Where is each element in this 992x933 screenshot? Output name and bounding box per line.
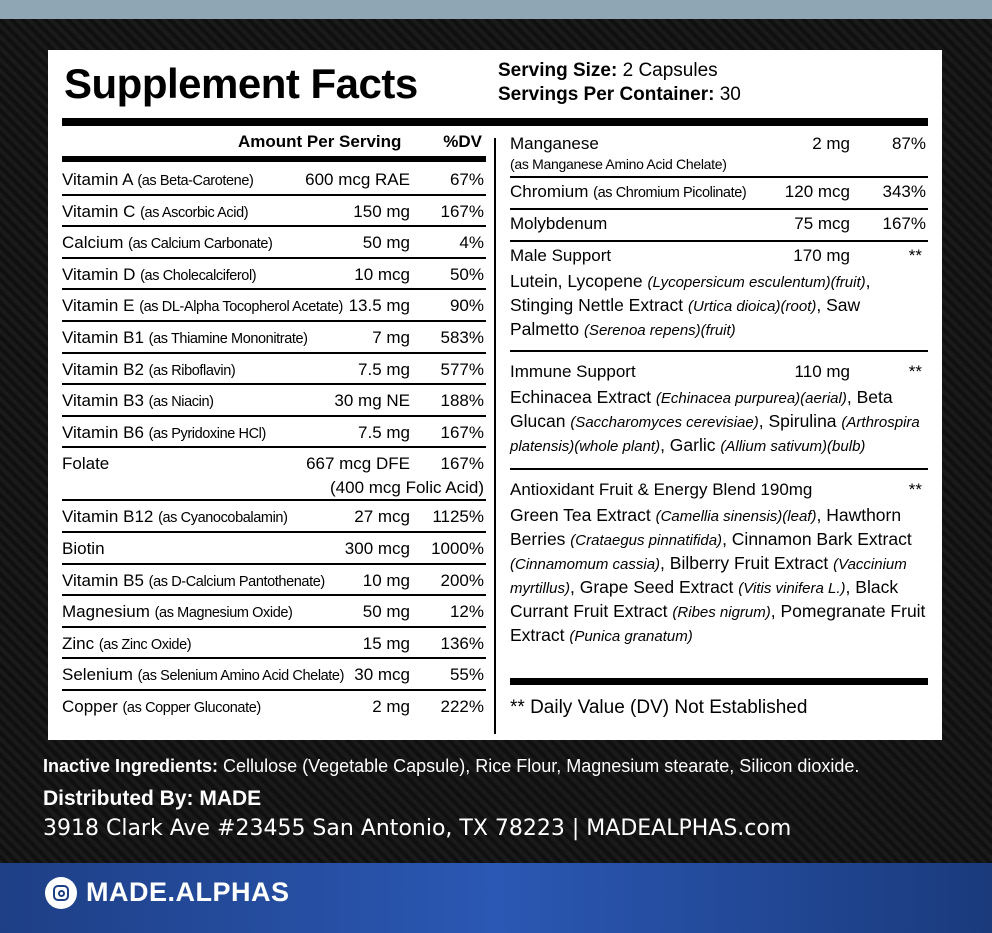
nutrient-amount: 667 mcg DFE <box>306 454 410 474</box>
nutrient-source: (as DL-Alpha Tocopherol Acetate) <box>139 299 343 316</box>
inactive-ingredients-label: Inactive Ingredients: <box>43 756 219 776</box>
nutrient-source: (as D-Calcium Pantothenate) <box>148 573 325 590</box>
nutrient-dv: 583% <box>440 327 484 347</box>
nutrient-amount: 30 mcg <box>354 665 410 685</box>
nutrient-dv: 200% <box>440 570 484 590</box>
blend-amount: 110 mg <box>794 362 850 381</box>
nutrient-name: Vitamin E (as DL-Alpha Tocopherol Acetate) <box>62 296 343 316</box>
nutrient-dv: 167% <box>882 214 926 233</box>
nutrient-dv: 188% <box>440 391 484 411</box>
nutrient-row <box>62 596 486 628</box>
nutrient-source: (as Ascorbic Acid) <box>140 204 249 221</box>
nutrient-dv: 87% <box>891 134 926 153</box>
nutrient-source: (as Zinc Oxide) <box>98 636 192 653</box>
column-divider <box>494 138 496 734</box>
nutrient-name: Chromium (as Chromium Picolinate) <box>510 182 747 201</box>
nutrient-amount: 600 mcg RAE <box>305 170 410 189</box>
blend-ingredients: Lutein, Lycopene (Lycopersicum esculentum)(fruit), Stinging Nettle Extract (Urtica dioica)(root), Saw Palmetto (Serenoa repens)(fruit) <box>510 271 871 339</box>
nutrient-amount: 50 mg <box>362 233 410 253</box>
distributed-by: Distributed By: MADE <box>43 787 262 810</box>
nutrient-source: (as Thiamine Mononitrate) <box>148 330 308 347</box>
inactive-ingredients <box>43 756 859 777</box>
blend-name: Immune Support <box>510 362 636 381</box>
inactive-ingredients-text: Cellulose (Vegetable Capsule), Rice Flour, Magnesium stearate, Silicon dioxide. <box>218 756 860 776</box>
left-header <box>62 130 486 156</box>
dv-header: %DV <box>443 132 482 151</box>
amount-per-serving-header: Amount Per Serving <box>238 132 402 151</box>
blend-dv: ** <box>908 480 922 499</box>
nutrient-amount: 7.5 mg <box>358 422 410 442</box>
nutrient-row <box>62 691 486 723</box>
blend-name: Male Support <box>510 246 612 265</box>
nutrient-source: (as Magnesium Oxide) <box>154 605 293 622</box>
nutrient-row <box>62 417 486 449</box>
blend-ingredients: Green Tea Extract (Camellia sinensis)(leaf), Hawthorn Berries (Crataegus pinnatifida), Cinnamon Bark Extract (Cinnamomum cassia), Bilberry Fruit Extract (Vaccinium myrtillus), Grape Seed Extract (Vitis vinifera L.), Black Currant Fruit Extract (Ribes nigrum), Pomegranate Fruit Extract (Punica granatum) <box>510 505 926 645</box>
nutrient-amount: 2 mg <box>372 696 410 716</box>
nutrient-name: Zinc (as Zinc Oxide) <box>62 633 192 653</box>
nutrient-row <box>510 130 928 178</box>
nutrient-name: Copper (as Copper Gluconate) <box>62 696 261 716</box>
proprietary-blend <box>510 352 928 470</box>
servings-per-container-label: Servings Per Container: <box>498 84 715 105</box>
nutrient-name: Vitamin B2 (as Riboflavin) <box>62 359 236 379</box>
nutrient-name: Vitamin B3 (as Niacin) <box>62 391 214 411</box>
title-rule <box>62 118 928 126</box>
nutrient-source: (as Calcium Carbonate) <box>128 236 273 253</box>
blend-dv: ** <box>908 362 922 381</box>
nutrient-name: Folate <box>62 454 110 474</box>
nutrient-dv: 167% <box>440 201 484 221</box>
nutrient-dv: 222% <box>440 696 484 716</box>
nutrient-row <box>62 227 486 259</box>
nutrient-source: (as Selenium Amino Acid Chelate) <box>137 668 345 685</box>
nutrient-amount: 30 mg NE <box>334 391 410 411</box>
left-column <box>62 130 486 723</box>
blend-ingredients: Echinacea Extract (Echinacea purpurea)(aerial), Beta Glucan (Saccharomyces cerevisiae), Spirulina (Arthrospira platensis)(whole plant), Garlic (Allium sativum)(bulb) <box>510 387 920 455</box>
nutrient-table <box>62 164 486 723</box>
nutrient-name: Magnesium (as Magnesium Oxide) <box>62 602 293 622</box>
nutrient-row <box>62 196 486 228</box>
footnote: ** Daily Value (DV) Not Established <box>510 697 808 718</box>
serving-info <box>498 59 741 107</box>
nutrient-amount: 2 mg <box>812 134 850 153</box>
nutrient-dv: 167% <box>440 454 484 474</box>
nutrient-row <box>62 354 486 386</box>
nutrient-name: Manganese <box>510 134 599 153</box>
nutrient-name: Calcium (as Calcium Carbonate) <box>62 233 273 253</box>
panel-title: Supplement Facts <box>64 60 418 107</box>
nutrient-dv: 1125% <box>432 507 484 527</box>
nutrient-source: (as Manganese Amino Acid Chelate) <box>510 156 727 172</box>
nutrient-dv: 4% <box>459 233 484 253</box>
nutrient-dv: 12% <box>449 602 484 622</box>
nutrient-source: (as Cyanocobalamin) <box>158 510 288 527</box>
blend-dv: ** <box>908 246 922 265</box>
nutrient-row <box>510 210 928 242</box>
nutrient-name: Vitamin A (as Beta-Carotene) <box>62 170 254 189</box>
right-column <box>510 130 928 719</box>
nutrient-source: (as Cholecalciferol) <box>140 267 257 284</box>
nutrient-dv: 167% <box>440 422 484 442</box>
nutrient-row <box>62 501 486 533</box>
nutrient-source: (as Copper Gluconate) <box>122 699 261 716</box>
nutrient-source: (as Niacin) <box>148 394 214 411</box>
servings-per-container-value: 30 <box>719 84 741 105</box>
nutrient-amount: 10 mcg <box>354 264 410 284</box>
nutrient-amount: 7 mg <box>372 327 410 347</box>
nutrient-row <box>62 322 486 354</box>
nutrient-name: Vitamin C (as Ascorbic Acid) <box>62 201 249 221</box>
proprietary-blend <box>510 470 928 678</box>
nutrient-row <box>62 565 486 597</box>
nutrient-dv: 1000% <box>431 538 484 558</box>
blend-amount: 170 mg <box>793 246 850 265</box>
nutrient-row <box>62 259 486 291</box>
nutrient-name: Vitamin B5 (as D-Calcium Pantothenate) <box>62 570 325 590</box>
footnote-rule <box>510 678 928 685</box>
nutrient-source: (as Chromium Picolinate) <box>593 185 747 201</box>
nutrient-amount: 50 mg <box>362 602 410 622</box>
nutrient-row <box>62 290 486 322</box>
nutrient-dv: 67% <box>449 170 484 189</box>
supplement-facts-panel <box>48 50 942 740</box>
top-band <box>0 0 992 19</box>
header-rule <box>62 156 486 162</box>
nutrient-name: Biotin <box>62 538 105 558</box>
nutrient-amount: 7.5 mg <box>358 359 410 379</box>
blend-name: Antioxidant Fruit & Energy Blend 190mg <box>510 480 813 499</box>
nutrient-amount: 150 mg <box>353 201 410 221</box>
nutrient-amount: 300 mcg <box>344 538 410 558</box>
nutrient-row <box>510 178 928 210</box>
address: 3918 Clark Ave #23455 San Antonio, TX 78223 | MADEALPHAS.com <box>43 816 792 841</box>
nutrient-row <box>62 448 486 501</box>
serving-size-value: 2 Capsules <box>622 60 718 81</box>
nutrient-amount: 120 mcg <box>784 182 850 201</box>
nutrient-amount: 10 mg <box>362 570 410 590</box>
nutrient-amount: 13.5 mg <box>348 296 410 316</box>
nutrient-source: (as Pyridoxine HCl) <box>148 425 266 442</box>
nutrient-amount: 75 mcg <box>794 214 850 233</box>
instagram-icon[interactable] <box>45 877 77 909</box>
nutrient-name: Molybdenum <box>510 214 608 233</box>
nutrient-amount-note: (400 mcg Folic Acid) <box>330 478 484 498</box>
nutrient-row <box>62 533 486 565</box>
nutrient-name: Selenium (as Selenium Amino Acid Chelate) <box>62 665 345 685</box>
nutrient-name: Vitamin B12 (as Cyanocobalamin) <box>62 507 288 527</box>
nutrient-dv: 55% <box>449 665 484 685</box>
nutrient-amount: 27 mcg <box>354 507 410 527</box>
instagram-handle[interactable]: MADE.ALPHAS <box>86 877 290 907</box>
nutrient-name: Vitamin D (as Cholecalciferol) <box>62 264 257 284</box>
serving-size-label: Serving Size: <box>498 60 618 81</box>
nutrient-row <box>62 164 486 196</box>
nutrient-dv: 577% <box>440 359 484 379</box>
proprietary-blend <box>510 242 928 352</box>
nutrient-row <box>62 659 486 691</box>
nutrient-name: Vitamin B6 (as Pyridoxine HCl) <box>62 422 266 442</box>
nutrient-source: (as Beta-Carotene) <box>137 173 254 189</box>
nutrient-amount: 15 mg <box>362 633 410 653</box>
nutrient-source: (as Riboflavin) <box>148 362 236 379</box>
nutrient-dv: 343% <box>882 182 926 201</box>
nutrient-row <box>62 385 486 417</box>
nutrient-dv: 90% <box>449 296 484 316</box>
nutrient-row <box>62 628 486 660</box>
nutrient-dv: 136% <box>440 633 484 653</box>
nutrient-name: Vitamin B1 (as Thiamine Mononitrate) <box>62 327 308 347</box>
nutrient-dv: 50% <box>449 264 484 284</box>
